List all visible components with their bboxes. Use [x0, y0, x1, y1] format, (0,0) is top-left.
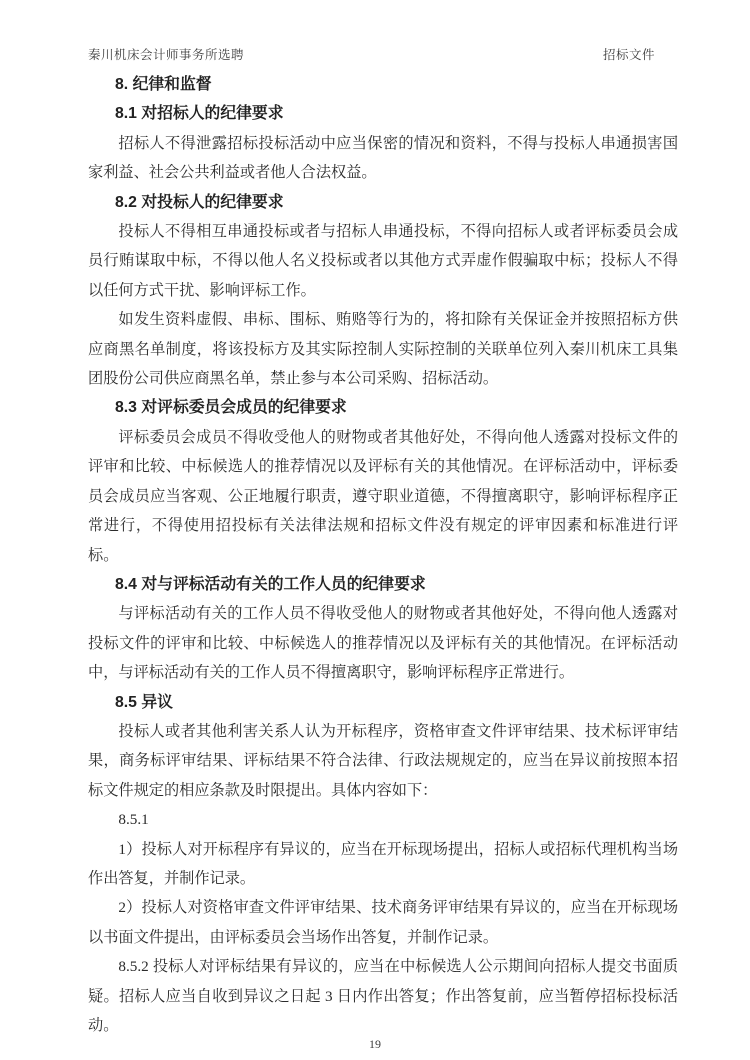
section-heading: 8.5 异议 — [115, 693, 173, 711]
paragraph: 与评标活动有关的工作人员不得收受他人的财物或者其他好处，不得向他人透露对投标文件的评审和比较、中标候选人的推荐情况以及评标有关的其他情况。在评标活动中，与评标活动有关的工作人员不得擅离职守，影响评标程序正常进行。 — [88, 605, 678, 682]
page-number: 19 — [369, 1037, 381, 1052]
header-left-title: 秦川机床会计师事务所选聘 — [88, 48, 245, 62]
section-heading: 8.2 对投标人的纪律要求 — [115, 193, 284, 211]
section-heading: 8. 纪律和监督 — [115, 76, 212, 93]
paragraph: 2）投标人对资格审查文件评审结果、技术商务评审结果有异议的，应当在开标现场以书面文件提出，由评标委员会当场作出答复，并制作记录。 — [88, 899, 678, 946]
section-heading: 8.1 对招标人的纪律要求 — [115, 105, 284, 123]
document-blocks — [88, 70, 678, 1040]
paragraph: 8.5.1 — [118, 811, 149, 829]
page-header — [88, 47, 655, 63]
header-right-title: 招标文件 — [602, 48, 655, 62]
section-heading: 8.4 对与评标活动有关的工作人员的纪律要求 — [115, 575, 426, 593]
paragraph: 投标人或者其他利害关系人认为开标程序，资格审查文件评审结果、技术标评审结果，商务标评审结果、评标结果不符合法律、行政法规规定的，应当在异议前按照本招标文件规定的相应条款及时限提出。具体内容如下： — [88, 722, 678, 799]
paragraph: 招标人不得泄露招标投标活动中应当保密的情况和资料，不得与投标人串通损害国家利益、社会公共利益或者他人合法权益。 — [88, 134, 678, 182]
paragraph: 8.5.2 投标人对评标结果有异议的，应当在中标候选人公示期间向招标人提交书面质疑。招标人应当自收到异议之日起 3 日内作出答复；作出答复前，应当暂停招标投标活动。 — [88, 958, 678, 1034]
paragraph: 1）投标人对开标程序有异议的，应当在开标现场提出，招标人或招标代理机构当场作出答复，并制作记录。 — [88, 840, 678, 887]
paragraph: 投标人不得相互串通投标或者与招标人串通投标，不得向招标人或者评标委员会成员行贿谋取中标，不得以他人名义投标或者以其他方式弄虚作假骗取中标；投标人不得以任何方式干扰、影响评标工作。 — [88, 223, 678, 299]
paragraph: 评标委员会成员不得收受他人的财物或者其他好处，不得向他人透露对投标文件的评审和比较、中标候选人的推荐情况以及评标有关的其他情况。在评标活动中，评标委员会成员应当客观、公正地履行职责，遵守职业道德，不得擅离职守，影响评标程序正常进行，不得使用招投标有关法律法规和招标文件没有规定的评审因素和标准进行评标。 — [88, 428, 678, 564]
section-heading: 8.3 对评标委员会成员的纪律要求 — [115, 399, 347, 417]
paragraph: 如发生资料虚假、串标、围标、贿赂等行为的，将扣除有关保证金并按照招标方供应商黑名单制度，将该投标方及其实际控制人实际控制的关联单位列入秦川机床工具集团股份公司供应商黑名单，禁止参与本公司采购、招标活动。 — [88, 311, 678, 388]
